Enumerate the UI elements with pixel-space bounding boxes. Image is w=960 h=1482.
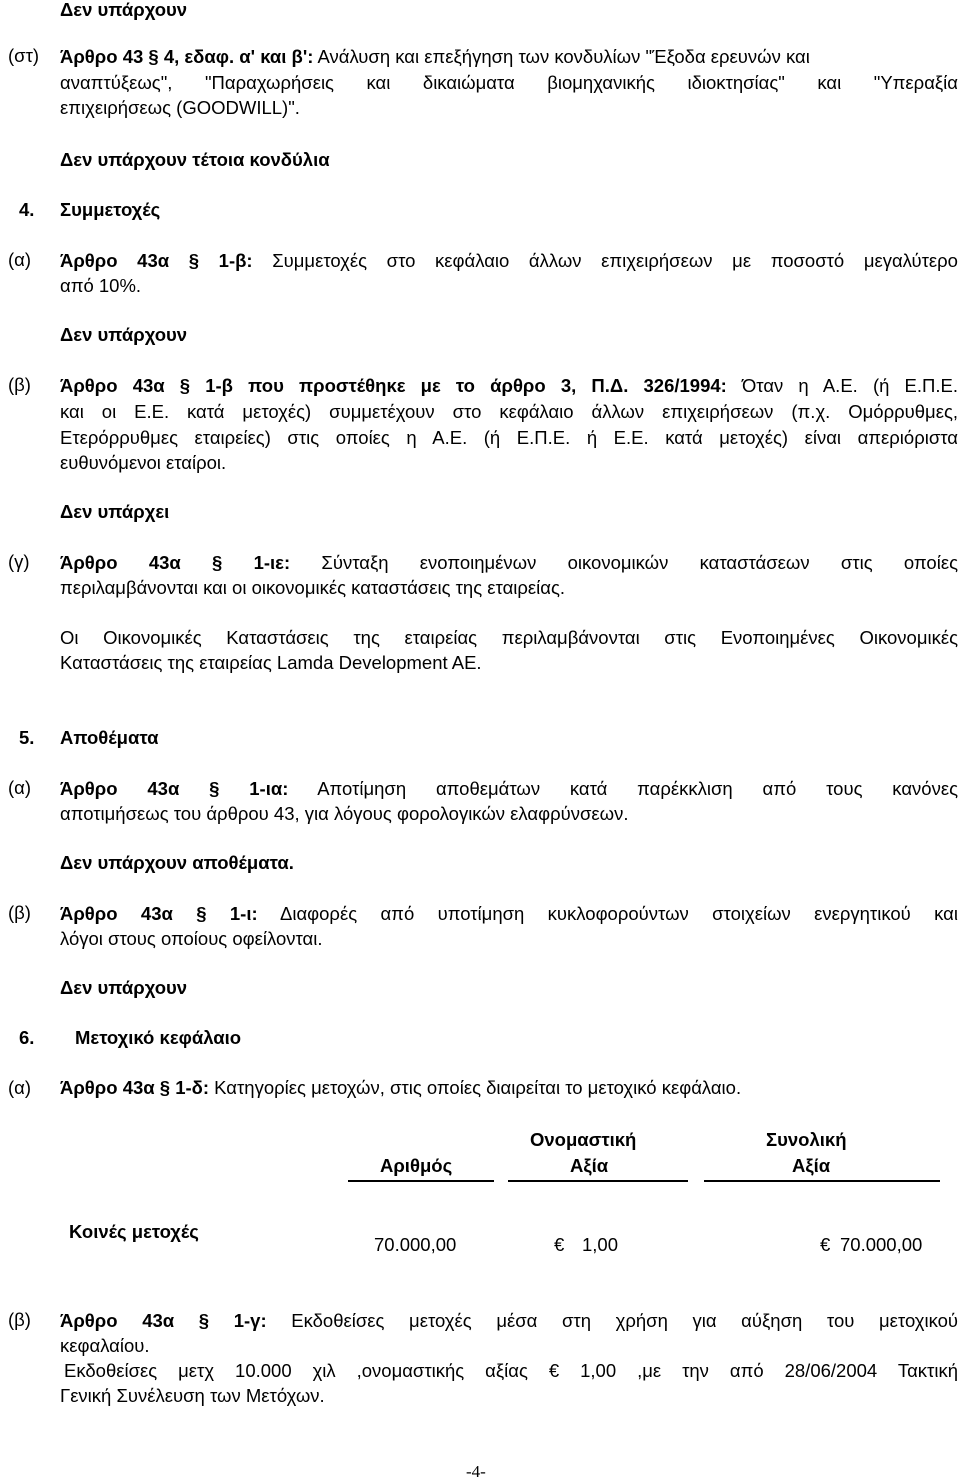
sec4-a-article: Άρθρο 43α § 1-β: (60, 250, 253, 271)
sec4-b-text-line1: Όταν η Α.Ε. (ή Ε.Π.Ε. (726, 375, 958, 396)
sec5-b-note: Δεν υπάρχουν (60, 977, 188, 998)
sec5-title: Αποθέματα (60, 727, 159, 748)
sec6-b-para-line1: Εκδοθείσες μετχ 10.000 χιλ ,ονομαστικής αξίας € 1,00 ,με την από 28/06/2004 Τακτική (64, 1360, 958, 1381)
sec4-c-para-line2: Καταστάσεις της εταιρείας Lamda Development AE. (60, 652, 482, 673)
sec4-a-note: Δεν υπάρχουν (60, 324, 188, 345)
table-header-number-rule (348, 1180, 494, 1182)
st-line3: επιχειρήσεως (GOODWILL)". (60, 97, 300, 118)
table-cell-nominal: 1,00 (582, 1234, 619, 1255)
sec4-a-marker: (α) (8, 249, 32, 270)
top-note: Δεν υπάρχουν (60, 0, 188, 20)
sec5-a-article: Άρθρο 43α § 1-ια: (60, 778, 289, 799)
table-header-nominal-line2: Αξία (570, 1155, 609, 1176)
sec4-c-paragraph (60, 550, 958, 576)
sec6-a-marker: (α) (8, 1077, 32, 1098)
sec4-b-line3: Ετερόρρυθμες εταιρείες) στις οποίες η Α.Ε. (ή Ε.Π.Ε. ή Ε.Ε. κατά μετοχές) είναι απεριόριστα (60, 427, 958, 448)
sec6-b-marker: (β) (8, 1309, 31, 1330)
table-header-total-line1: Συνολική (766, 1129, 847, 1150)
table-header-nominal-rule (508, 1180, 688, 1182)
table-row-label: Κοινές μετοχές (69, 1221, 199, 1242)
sec6-b-article: Άρθρο 43α § 1-γ: (60, 1310, 267, 1331)
sec6-b-paragraph (60, 1308, 958, 1334)
sec5-number: 5. (19, 727, 35, 748)
sec5-b-line2: λόγοι στους οποίους οφείλονται. (60, 928, 323, 949)
sec5-a-paragraph (60, 776, 958, 802)
sec5-a-line2: αποτιμήσεως του άρθρου 43, για λόγους φορολογικών ελαφρύνσεων. (60, 803, 629, 824)
table-header-nominal-line1: Ονομαστική (530, 1129, 637, 1150)
sec4-number: 4. (19, 199, 35, 220)
table-cell-number: 70.000,00 (374, 1234, 457, 1255)
sec6-a-article: Άρθρο 43α § 1-δ: (60, 1077, 210, 1098)
table-cell-total: 70.000,00 (840, 1234, 923, 1255)
st-note: Δεν υπάρχουν τέτοια κονδύλια (60, 149, 330, 170)
sec5-b-marker: (β) (8, 902, 31, 923)
euro-icon: € (554, 1234, 565, 1255)
sec4-c-line2: περιλαμβάνονται και οι οικονομικές καταστάσεις της εταιρείας. (60, 577, 566, 598)
sec4-b-note: Δεν υπάρχει (60, 501, 170, 522)
sec4-a-paragraph (60, 248, 958, 274)
table-header-total-rule (704, 1180, 940, 1182)
sec4-a-line2: από 10%. (60, 275, 142, 296)
sec5-a-note: Δεν υπάρχουν αποθέματα. (60, 852, 294, 873)
sec4-b-paragraph (60, 373, 958, 399)
sec6-title: Μετοχικό κεφάλαιο (75, 1027, 242, 1048)
sec4-b-marker: (β) (8, 374, 31, 395)
page-number: -4- (466, 1462, 486, 1481)
sec5-a-marker: (α) (8, 777, 32, 798)
sec4-c-text-line1: Σύνταξη ενοποιημένων οικονομικών καταστάσεων στις οποίες (290, 552, 958, 573)
sec4-title: Συμμετοχές (60, 199, 161, 220)
sec6-b-line2: κεφαλαίου. (60, 1335, 150, 1356)
st-paragraph (60, 44, 958, 70)
sec6-a-text: Κατηγορίες μετοχών, στις οποίες διαιρείται το μετοχικό κεφάλαιο. (209, 1077, 742, 1098)
euro-icon: € (820, 1234, 831, 1255)
sec4-c-para-line1: Οι Οικονομικές Καταστάσεις της εταιρείας περιλαμβάνονται στις Ενοποιημένες Οικονομικές (60, 627, 958, 648)
sec4-a-text-line1: Συμμετοχές στο κεφάλαιο άλλων επιχειρήσεων με ποσοστό μεγαλύτερο (252, 250, 958, 271)
sec4-b-line2: και οι Ε.Ε. κατά μετοχές) συμμετέχουν στο κεφάλαιο άλλων επιχειρήσεων (π.χ. Ομόρρυθμες, (60, 401, 958, 422)
table-header-number: Αριθμός (380, 1155, 453, 1176)
table-header-total-line2: Αξία (792, 1155, 831, 1176)
sec4-b-line4: ευθυνόμενοι εταίροι. (60, 452, 227, 473)
sec5-b-article: Άρθρο 43α § 1-ι: (60, 903, 258, 924)
sec5-b-paragraph (60, 901, 958, 927)
sec6-b-para-line2: Γενική Συνέλευση των Μετόχων. (60, 1385, 325, 1406)
sec6-a-paragraph (60, 1079, 741, 1098)
sec6-number: 6. (19, 1027, 35, 1048)
sec5-b-text-line1: Διαφορές από υποτίμηση κυκλοφορούντων στοιχείων ενεργητικού και (257, 903, 958, 924)
sec6-b-text-line1: Εκδοθείσες μετοχές μέσα στη χρήση για αύξηση του μετοχικού (266, 1310, 958, 1331)
sec5-a-text-line1: Αποτίμηση αποθεμάτων κατά παρέκκλιση από τους κανόνες (288, 778, 958, 799)
st-marker: (στ) (8, 45, 40, 66)
sec4-c-marker: (γ) (8, 551, 30, 572)
sec4-c-article: Άρθρο 43α § 1-ιε: (60, 552, 291, 573)
sec4-b-article: Άρθρο 43α § 1-β που προστέθηκε με το άρθρο 3, Π.Δ. 326/1994: (60, 375, 727, 396)
st-article: Άρθρο 43 § 4, εδαφ. α' και β': (60, 46, 314, 67)
st-line2: αναπτύξεως", "Παραχωρήσεις και δικαιώματα βιομηχανικής ιδιοκτησίας" και "Υπεραξία (60, 72, 958, 93)
st-text-line1: Ανάλυση και επεξήγηση των κονδυλίων "Έξοδα ερευνών και (313, 46, 810, 67)
